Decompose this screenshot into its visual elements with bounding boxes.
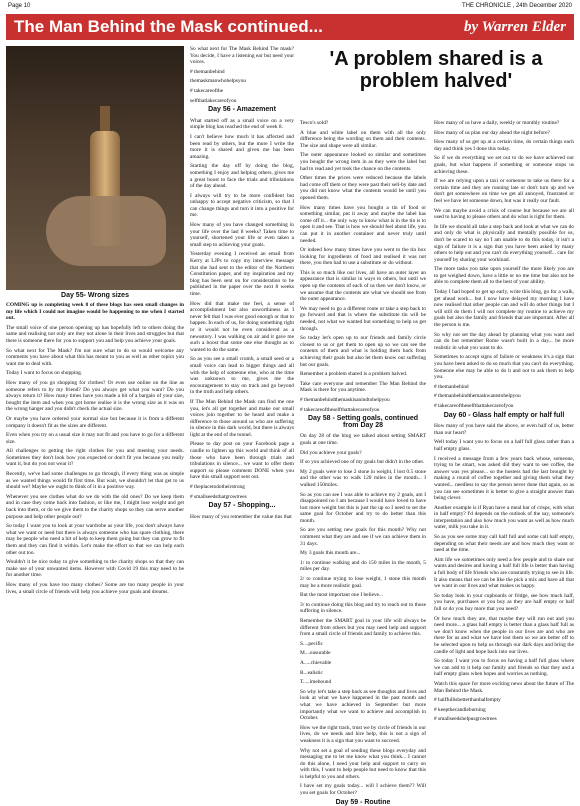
paragraph: # takecareofthe	[190, 87, 224, 94]
paragraph: # halffullisbetterthanhalfempty	[434, 697, 501, 704]
paragraph: Aim life we sometimes only need a few people and to share our wants and desires and having a half full life is better than having a full body of life friends who are constantly trying to see in life. It also means that we can be like the pick a mix and have all that we want in our lives and what makes us happy.	[434, 556, 574, 590]
paragraph: The more tasks you take upon yourself the more likely you are to get weighed down, have a little or no me time but also not be able to complete them all to the best of your ability.	[434, 266, 574, 286]
paragraph: Yesterday evening I received an email from Kerry at LJPs to copy my interview message that she had sent to the editor of the Northern Constitution paper, and my inspiration and my blog has been sent on for consideration to be published in the paper over the next 8 weeks time.	[190, 251, 294, 297]
paragraph: Wouldn't it be nice today to give something to the charity shops so that they can make use of your unwanted items. However with Covid 19 this may need to be for another time.	[6, 559, 184, 579]
paragraph: So if we do everything we set out to do we have achieved our goals, but what happens if something or someone stops us achieving these.	[434, 155, 574, 175]
paragraph: My 3 goals this month are...	[300, 550, 361, 557]
paragraph: Today I had hoped to get up early, write this blog, go for a walk, get ahead work... but I now have delayed my morning I have now realised that other people can and will do other things but I will still do them I will not complete my routine to achieve my goals but also the family and friends that are important. After all the person is me.	[434, 289, 574, 329]
paragraph: The outer appearance looked so similar and sometimes you bought the wrong item in as they were the label but had to read and yet took the chance on the contents.	[300, 152, 426, 172]
paragraph: T.....imebound	[300, 679, 332, 686]
paragraph: # themanbehindthemaskisanindtohelpyou	[300, 396, 390, 403]
paragraph: This is so much like our lives, all have an outer layer an appearance that is similar in ways to others, but until we open up the contents of each of us then we don't know, or we assume that the contents are what we should see from the outer appearance.	[300, 269, 426, 303]
paragraph: # takecareoftheselfthattakecareofyou	[434, 402, 514, 409]
subheading-day-60: Day 60 - Glass half empty or half full	[443, 411, 565, 419]
paragraph: How many times have you bought a tin of food or something similar, put it away and maybe the label has come off it... the only way to know what is in the tin is to open it and see. That is how we should feel about life, you can put it in another container and never truly until needed.	[300, 204, 426, 244]
paragraph: On day 28 of the blog we talked about setting SMART goals at one time.	[300, 433, 426, 446]
paragraph: Why not set a goal of sending these blogs everyday and messaging me to let me know what you think... I cannot do this alone, I need your help and support to carry on with this, I want to help people but need to know that this is helpful to you and others.	[300, 747, 426, 780]
photo-caption: Day 55- Wrong sizes	[61, 292, 129, 299]
paragraph: How many of us have a daily, weekly or monthly routine?	[434, 120, 560, 126]
paragraph: What started off as a small voice on a very simple blog has reached the end of week 8.	[190, 117, 294, 131]
paragraph: My 2 goals were to lose 2 stone in weight, I lost 0.5 stone and the other was to walk 120 miles in the month... I walked 150miles.	[300, 468, 426, 488]
paragraph: Another example is if Ryan have a meal bar of crisps, with what in half empty? I'd depends on the outlook of the say, someone's interpretation and also how much you want as well as how much water, milk you take in it.	[434, 504, 574, 531]
paragraph: So what next for The Mask? I'm not sure what to do so would welcome any comments you have about what this has meant to you as well as other topics you want me to deal with.	[6, 347, 184, 367]
paragraph: # themanbehind	[434, 383, 469, 390]
paragraph: 3/ to continue doing this blog and try to reach out to those suffering in silence.	[300, 601, 426, 615]
subheading-day-57: Day 57 - Shopping...	[208, 502, 276, 510]
paragraph: If so you achieved one of my goals but didn't in the other.	[300, 459, 425, 466]
paragraph: A blue and white label on them with all the only difference being the wording on them and their contents. The size and shape were all similar.	[300, 129, 426, 149]
subheading-day-58: Day 58 - Setting goals, continued from Day 28	[307, 415, 419, 429]
paragraph: Whenever you see clothes what do we do with the old ones? Do we keep them and in case they come back into fashion, or like me, I might lose weight and get back into them, or do we give them to the charity shops so they can serve another purpose and help other people out?	[6, 493, 184, 520]
paragraph: Remember the SMART goal in your life will always be different from others but you may need help and support from a small circle of friends and family to achieve this.	[300, 618, 426, 638]
paragraph: I always will try to be more confident but unhappy to accept negative criticism, so that I can change things and turn it into a positive for me.	[190, 192, 294, 219]
column-4-body-b	[434, 423, 574, 723]
paragraph: Well today I want you to focus on a half full glass rather than a half empty glass.	[434, 439, 574, 452]
paragraph: How we the right track, trust we by circle of friends in our lives, do we needs and hire help, this is not a sign of weakness it is a sign that you want to succeed.	[300, 724, 426, 744]
column-2-intro	[190, 46, 294, 104]
subheading-day-56: Day 56 - Amazement	[208, 106, 276, 114]
paragraph: # takecareoftheselfthattakecareofyou	[300, 406, 380, 413]
paragraph: Starting the day off by doing the blog, something I enjoy and helping others, gives me a great boost to face the trials and tribulations of the day ahead.	[190, 163, 294, 190]
paragraph: How many of you have changed something in your life over the last 8 weeks? Taken time to yourself, shortened your life or even taken a small step to achieving your goals.	[190, 222, 294, 248]
paragraph: In life we should all take a step back and look at what we can do and only do what is physically and mentally possible for us, don't be scared to say no I am unable to do this today, it isn't a sign of failure it is a sign that you have been asked by many others to help out and you can't do everything yourself... care for yourself by sharing your workload.	[434, 223, 574, 263]
paragraph: 2/ to continue trying to lose weight, 1 stone this month may be a more realistic goal.	[300, 576, 426, 589]
paragraph: How many of you go shopping for clothes? Or even use online on the line as someone refers to by my friend? Do you always get what you want? Do you always return it? How many times have you made a bit of a bargain of your size, bought the item and when you got home realise it is the wrong size as it was on the wrong hanger and you didn't check the actual size.	[6, 379, 184, 413]
paragraph: Watch this space for more exciting news about the future of The Man Behind the Mask.	[434, 680, 574, 694]
paragraph: So today look in your cupboards or fridge, see how much half, you have, purchases or you buy as they are half empty or half full or do you buy more that you need?	[434, 592, 574, 612]
page-header	[8, 3, 572, 13]
paragraph: R...ealistic	[300, 669, 323, 676]
paragraph: # keepthecandleburning	[434, 706, 486, 713]
column-2-body	[190, 118, 294, 481]
paragraph: COMING up is completing week 8 of these blogs has seen small changes in my life which I could not imagine would be happening to me when I started out.	[6, 302, 184, 322]
column-3-body	[300, 120, 426, 413]
paragraph: So today I want you to look at your wardrobe as your life, you don't always have what we want or need but there is always someone who has spare clothing, there may be people who need a bit of help to keep them going but they can grow to fit them and they can find it within. Let's make the effort so that we can help each other out too.	[6, 523, 184, 556]
paragraph: Or maybe you have ordered your normal size but because it is from a different company it doesn't fit as the sizes are different.	[6, 415, 184, 429]
column-1	[6, 302, 184, 732]
column-2	[190, 46, 294, 732]
paragraph: Sometimes to accept signs of failure or weakness it's a sign that you have been asked to do so much that you can't do everything. Someone else may be able to do it and not to ask them to help you.	[434, 354, 574, 381]
paragraph: How many of us plan our day ahead the night before?	[434, 129, 550, 136]
paragraph: A.....chievable	[300, 659, 332, 666]
column-3	[300, 120, 426, 806]
paragraph: So why let's take a step back as see thoughts and lives and look at what we have happened in the past month and what we have achieved in September but more importantly what we want to achieve and accomplish in October.	[300, 688, 426, 722]
column-2-end	[190, 514, 294, 521]
paragraph: Recently, we've had some challenges to go through, if every thing was as simple as we wanted things would fit first time. But wait, we shouldn't let that get to us should we? Maybe we ought to think of it in a positive way.	[6, 471, 184, 491]
page-number: Page 10	[8, 3, 31, 9]
paragraph: # themanbehind	[190, 68, 225, 75]
column-3-body-b	[300, 433, 426, 796]
column-4	[434, 120, 574, 732]
headline: 'A problem shared is a problem halved'	[329, 48, 543, 92]
article-banner	[6, 14, 574, 40]
paragraph: Tesco's sold?	[300, 120, 329, 126]
column-2-tags	[190, 484, 294, 500]
paragraph: Other times the prices were reduced because the labels had come off them or they were past their sell-by date and you did not know what the contents would be until you opened them.	[300, 175, 426, 201]
paragraph: How many of you have said the above, or even half of us, better than our heart?	[434, 423, 574, 436]
paragraph: themaskmanwhohelpsyou	[190, 78, 246, 85]
paragraph: # smallseedsthatgrowtrees	[190, 493, 247, 500]
banner-title: The Man Behind the Mask continued...	[14, 17, 323, 36]
subheading-day-59: Day 59 - Routine	[335, 798, 391, 806]
paragraph: Or indeed how many times have you went to the tin box looking for ingredients of food and realised it was not there, you then had to use a substitute or do without.	[300, 247, 426, 267]
article-photo	[6, 46, 184, 290]
paragraph: How many of us get up at a certain time, do certain things each day and think yes I done this today.	[434, 139, 574, 152]
paragraph: So as you see a small crumb, a small seed or a small voice can lead to bigger things and all with the help of someone else, who at the time was unknown to me, gives me the encouragement to stay on track and go beyond in the truth and help others.	[190, 356, 294, 396]
paragraph: I received a message from a few years back whose, someone, trying to be smart, was asked did they want to see coffee, the answer was yes please... so the hostess had the last brought by making a round of coffee together and giving them what they wanted... needless to say the person never done that again, so as you can see sometimes it is better to give a straight answer than being clever.	[434, 455, 574, 502]
paragraph: Did you achieve your goals?	[300, 449, 362, 456]
paragraph: How did that make me feel, a sense of accomplishment but also unworthiness as I never felt that I was ever good enough or that to happen. In each of us, for doing something right or it would not be even considered as a newsstory. I was walking on air and it gave me such a boost that some one else thought as to wanted to do the same.	[190, 300, 294, 353]
paragraph: So today let's open up to our friends and family circle closest to us or get them to open up so we can see the contents of them and what is holding them back from achieving their goals but also let them know our suffering but our goals.	[300, 335, 426, 368]
paragraph: M....easurable	[300, 650, 331, 657]
paragraph: So as you see some may call half full and some call half empty, depending on what their needs are and how much they want or need at the time.	[434, 534, 574, 554]
paragraph: S....pecific	[300, 640, 324, 647]
paragraph: I can't believe how much it has affected and been read by others, but the more I write the more it is shared and given me has been amazing.	[190, 133, 294, 160]
paragraph: Please to day post on your Facebook page a candle to lighten up this world and think of all those who have been through trials and tribulations in silence... we want to offer them support so please comment DONE when you have this small support sent out.	[190, 441, 294, 481]
paragraph: # theplacetodotheirstrong	[190, 484, 245, 491]
paragraph: Today I want to focus on shopping.	[6, 370, 83, 377]
paragraph: We may need to go a different route or take a step back to go forward and that is where the substitute tin will be needed, not what we wanted but something to help us get through.	[300, 305, 426, 332]
paragraph: I have set my goals today... will I achieve them?? Will you set goals for October?	[300, 783, 426, 797]
paragraph: selfthatlakecareofyou	[190, 97, 237, 104]
paragraph: If The Man Behind the Mask can find me one you, let's all get together and make our small voices join together to be heard and make a difference to those around us who are suffering in silence in this dark world, but there is always light at the end of the tunnel.	[190, 398, 294, 438]
paragraph: The small voice of one person opening up has hopefully left to others doing the same and realising not only are they not alone in their lives and struggles but that there is someone there for you to support you and help you achieve your goals.	[6, 324, 184, 344]
paragraph: Or how much they are, that maybe they will run out and you need more... a glass half empty is better than a glass half full as we don't know when the people in our lives are and who are there for us and what we have lost them so we are better off to be selected upon to help us through our dark days and bring the candle of light and hope back into our lives.	[434, 615, 574, 655]
paragraph: # themanbehindthemaskwantstohelpyou	[434, 393, 521, 400]
paragraph: So what next for The Mask Behind The mask? You decide, I have a listening ear but need your voices.	[190, 46, 294, 66]
paragraph: Take care everyone and remember The Man Behind the Mask is there for you anytime.	[300, 380, 426, 394]
paragraph: So as you can see I was able to achieve my 2 goals, am I disappointed no I am because I would have loved to have lost more weight but this is just the up so I need to set the same goal for October and try to do better than this month.	[300, 491, 426, 524]
paragraph: So are you setting new goals for this month? Why not comment what they are and see if we can achieve them in 31 days.	[300, 527, 426, 547]
paragraph: 1/ to continue walking and do 150 miles in the month, 5 miles per day.	[300, 559, 426, 573]
paragraph: If we are relying upon a taxi or someone to take us there for a certain time and they are running late or don't turn up and we don't get somewhere on time we get all annoyed, frustrated or feel we have let someone down, but was it really our fault.	[434, 178, 574, 204]
paragraph: Even when you try on a usual size it may not fit and you have to go for a different size.	[6, 432, 184, 445]
paragraph: How many of you remember the value tins that	[190, 513, 292, 520]
banner-author: by Warren Elder	[464, 18, 566, 35]
paragraph: # smallseedshelpusgrowtrees	[434, 716, 497, 723]
issue-info: THE CHRONICLE , 24th December 2020	[461, 3, 572, 9]
paragraph: Remember a problem shared is a problem halved.	[300, 371, 408, 378]
paragraph: So today I want you to focus on having a half full glass where we can add to it help our family and friends so that they and a half empty glass when hopes and worries as nothing.	[434, 658, 574, 678]
photo-detail	[46, 196, 166, 266]
column-4-body	[434, 120, 574, 410]
paragraph: But the most important one I believe...	[300, 592, 384, 599]
paragraph: So why not set the day ahead by planning what you want and can do but remember Rome wasn't built in a day... be more realistic in what you want to do.	[434, 331, 574, 351]
paragraph: How many of you have too many clothes? Some are too many people in your lives, a small circle of friends will help you achieve your goals and dreams.	[6, 581, 184, 595]
paragraph: All challenges to getting the right clothes for you and meeting your needs. Sometimes they don't look how you expected or don't fit you because you really want it, but do you not wear it?	[6, 448, 184, 468]
paragraph: We can maybe avoid a crisis of course but because we are all used to having to please others and do what is right for them.	[434, 207, 574, 221]
